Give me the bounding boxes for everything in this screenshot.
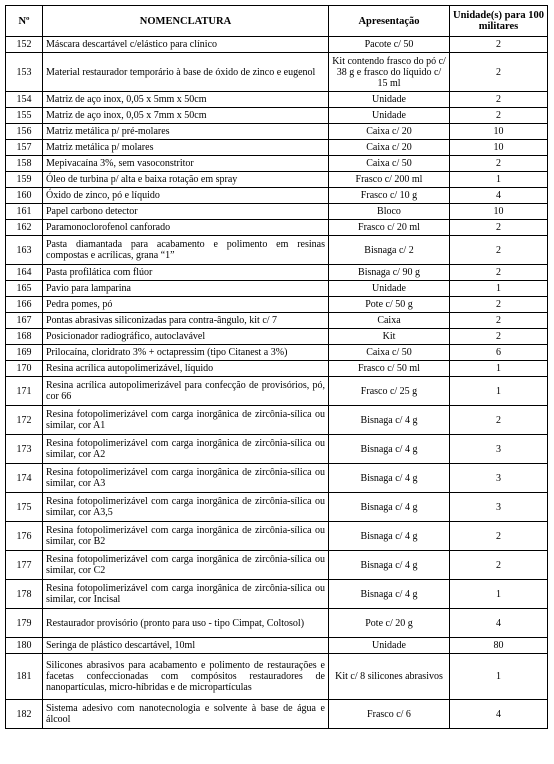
table-row [6,493,548,522]
row-presentation: Bisnaga c/ 4 g [329,522,450,551]
row-presentation: Unidade [329,281,450,297]
row-units: 2 [450,522,548,551]
table-row [6,609,548,638]
table-row [6,140,548,156]
row-units: 10 [450,204,548,220]
row-units: 1 [450,377,548,406]
row-units: 1 [450,580,548,609]
row-nomenclature: Óleo de turbina p/ alta e baixa rotação em spray [43,172,329,188]
table-row [6,551,548,580]
row-number: 163 [6,236,43,265]
table-row [6,281,548,297]
table-row [6,580,548,609]
row-units: 4 [450,609,548,638]
header-presentation: Apresentação [329,6,450,37]
table-row [6,124,548,140]
row-nomenclature: Matriz de aço inox, 0,05 x 5mm x 50cm [43,92,329,108]
row-number: 173 [6,435,43,464]
row-nomenclature: Material restaurador temporário à base de óxido de zinco e eugenol [43,53,329,92]
table-row [6,638,548,654]
row-units: 2 [450,236,548,265]
row-nomenclature: Máscara descartável c/elástico para clínico [43,37,329,53]
row-units: 3 [450,493,548,522]
row-number: 166 [6,297,43,313]
row-nomenclature: Resina acrílica autopolimerizável para confecção de provisórios, pó, cor 66 [43,377,329,406]
row-number: 164 [6,265,43,281]
row-number: 162 [6,220,43,236]
header-row [6,6,548,37]
table-row [6,329,548,345]
table-row [6,313,548,329]
row-number: 156 [6,124,43,140]
table-row [6,435,548,464]
row-presentation: Kit c/ 8 silicones abrasivos [329,654,450,700]
row-nomenclature: Papel carbono detector [43,204,329,220]
table-row [6,236,548,265]
row-units: 1 [450,172,548,188]
row-presentation: Caixa c/ 20 [329,140,450,156]
row-number: 168 [6,329,43,345]
row-presentation: Pacote c/ 50 [329,37,450,53]
table-row [6,53,548,92]
row-nomenclature: Matriz metálica p/ molares [43,140,329,156]
row-presentation: Caixa c/ 50 [329,156,450,172]
row-units: 1 [450,281,548,297]
row-units: 2 [450,37,548,53]
row-number: 176 [6,522,43,551]
row-number: 153 [6,53,43,92]
row-nomenclature: Matriz metálica p/ pré-molares [43,124,329,140]
row-nomenclature: Resina fotopolimerizável com carga inorgânica de zircônia-sílica ou similar, cor A1 [43,406,329,435]
row-units: 2 [450,108,548,124]
row-nomenclature: Matriz de aço inox, 0,05 x 7mm x 50cm [43,108,329,124]
row-units: 6 [450,345,548,361]
row-presentation: Bisnaga c/ 4 g [329,493,450,522]
row-nomenclature: Silicones abrasivos para acabamento e polimento de restaurações e facetas confeccionadas com compósitos restauradores de nanopartículas, micro-híbridas e de micropartículas [43,654,329,700]
row-units: 2 [450,265,548,281]
row-number: 152 [6,37,43,53]
row-number: 175 [6,493,43,522]
row-number: 177 [6,551,43,580]
table-row [6,204,548,220]
row-units: 3 [450,435,548,464]
header-number: Nº [6,6,43,37]
row-nomenclature: Seringa de plástico descartável, 10ml [43,638,329,654]
table-row [6,361,548,377]
document-page [5,5,547,729]
row-number: 160 [6,188,43,204]
row-presentation: Caixa c/ 50 [329,345,450,361]
row-nomenclature: Pavio para lamparina [43,281,329,297]
row-nomenclature: Sistema adesivo com nanotecnologia e solvente à base de água e álcool [43,700,329,729]
row-presentation: Bisnaga c/ 2 [329,236,450,265]
header-nomenclature: NOMENCLATURA [43,6,329,37]
row-number: 157 [6,140,43,156]
row-nomenclature: Óxido de zinco, pó e líquido [43,188,329,204]
row-nomenclature: Restaurador provisório (pronto para uso - tipo Cimpat, Coltosol) [43,609,329,638]
row-presentation: Bisnaga c/ 4 g [329,435,450,464]
row-presentation: Frasco c/ 25 g [329,377,450,406]
row-number: 178 [6,580,43,609]
row-units: 2 [450,220,548,236]
row-presentation: Pote c/ 20 g [329,609,450,638]
row-nomenclature: Resina fotopolimerizável com carga inorgânica de zircônia-sílica ou similar, cor A3 [43,464,329,493]
table-row [6,297,548,313]
table-row [6,345,548,361]
row-units: 1 [450,361,548,377]
row-presentation: Bisnaga c/ 4 g [329,580,450,609]
row-number: 180 [6,638,43,654]
materials-table [5,5,548,729]
row-units: 2 [450,551,548,580]
row-nomenclature: Resina fotopolimerizável com carga inorgânica de zircônia-sílica ou similar, cor B2 [43,522,329,551]
row-nomenclature: Resina fotopolimerizável com carga inorgânica de zircônia-sílica ou similar, cor Incisal [43,580,329,609]
row-nomenclature: Resina acrílica autopolimerizável, líquido [43,361,329,377]
row-presentation: Frasco c/ 6 [329,700,450,729]
row-units: 2 [450,297,548,313]
row-presentation: Bisnaga c/ 4 g [329,406,450,435]
row-nomenclature: Resina fotopolimerizável com carga inorgânica de zircônia-sílica ou similar, cor A3,5 [43,493,329,522]
row-presentation: Bloco [329,204,450,220]
row-units: 2 [450,156,548,172]
header-units: Unidade(s) para 100 militares [450,6,548,37]
row-presentation: Pote c/ 50 g [329,297,450,313]
row-number: 170 [6,361,43,377]
row-number: 165 [6,281,43,297]
table-row [6,464,548,493]
table-row [6,654,548,700]
row-presentation: Unidade [329,638,450,654]
table-row [6,265,548,281]
row-presentation: Bisnaga c/ 4 g [329,464,450,493]
row-nomenclature: Mepivacaína 3%, sem vasoconstritor [43,156,329,172]
row-number: 158 [6,156,43,172]
row-nomenclature: Posicionador radiográfico, autoclavável [43,329,329,345]
table-row [6,522,548,551]
row-presentation: Frasco c/ 200 ml [329,172,450,188]
table-row [6,377,548,406]
row-number: 159 [6,172,43,188]
table-row [6,220,548,236]
row-number: 171 [6,377,43,406]
row-nomenclature: Resina fotopolimerizável com carga inorgânica de zircônia-sílica ou similar, cor A2 [43,435,329,464]
row-units: 2 [450,53,548,92]
row-units: 4 [450,188,548,204]
row-units: 2 [450,92,548,108]
row-units: 3 [450,464,548,493]
table-row [6,172,548,188]
table-header [6,6,548,37]
row-units: 10 [450,124,548,140]
row-presentation: Bisnaga c/ 90 g [329,265,450,281]
row-units: 2 [450,313,548,329]
row-nomenclature: Resina fotopolimerizável com carga inorgânica de zircônia-sílica ou similar, cor C2 [43,551,329,580]
row-number: 181 [6,654,43,700]
table-body [6,37,548,729]
table-row [6,406,548,435]
row-number: 154 [6,92,43,108]
table-row [6,700,548,729]
row-nomenclature: Pasta profilática com flúor [43,265,329,281]
row-presentation: Kit contendo frasco do pó c/ 38 g e frasco do líquido c/ 15 ml [329,53,450,92]
row-nomenclature: Pasta diamantada para acabamento e polimento em resinas compostas e acrílicas, grana “1” [43,236,329,265]
row-nomenclature: Paramonoclorofenol canforado [43,220,329,236]
row-nomenclature: Prilocaína, cloridrato 3% + octapressim (tipo Citanest a 3%) [43,345,329,361]
row-units: 2 [450,406,548,435]
row-units: 2 [450,329,548,345]
table-row [6,37,548,53]
row-presentation: Frasco c/ 50 ml [329,361,450,377]
row-nomenclature: Pontas abrasivas siliconizadas para contra-ângulo, kit c/ 7 [43,313,329,329]
row-units: 4 [450,700,548,729]
row-number: 172 [6,406,43,435]
row-number: 167 [6,313,43,329]
table-row [6,156,548,172]
row-number: 161 [6,204,43,220]
row-number: 174 [6,464,43,493]
row-presentation: Caixa c/ 20 [329,124,450,140]
table-row [6,188,548,204]
row-number: 169 [6,345,43,361]
row-number: 155 [6,108,43,124]
row-presentation: Unidade [329,92,450,108]
row-presentation: Bisnaga c/ 4 g [329,551,450,580]
row-presentation: Frasco c/ 10 g [329,188,450,204]
row-number: 179 [6,609,43,638]
row-number: 182 [6,700,43,729]
row-nomenclature: Pedra pomes, pó [43,297,329,313]
row-units: 10 [450,140,548,156]
row-units: 80 [450,638,548,654]
table-row [6,108,548,124]
table-row [6,92,548,108]
row-presentation: Caixa [329,313,450,329]
row-presentation: Unidade [329,108,450,124]
row-units: 1 [450,654,548,700]
row-presentation: Kit [329,329,450,345]
row-presentation: Frasco c/ 20 ml [329,220,450,236]
